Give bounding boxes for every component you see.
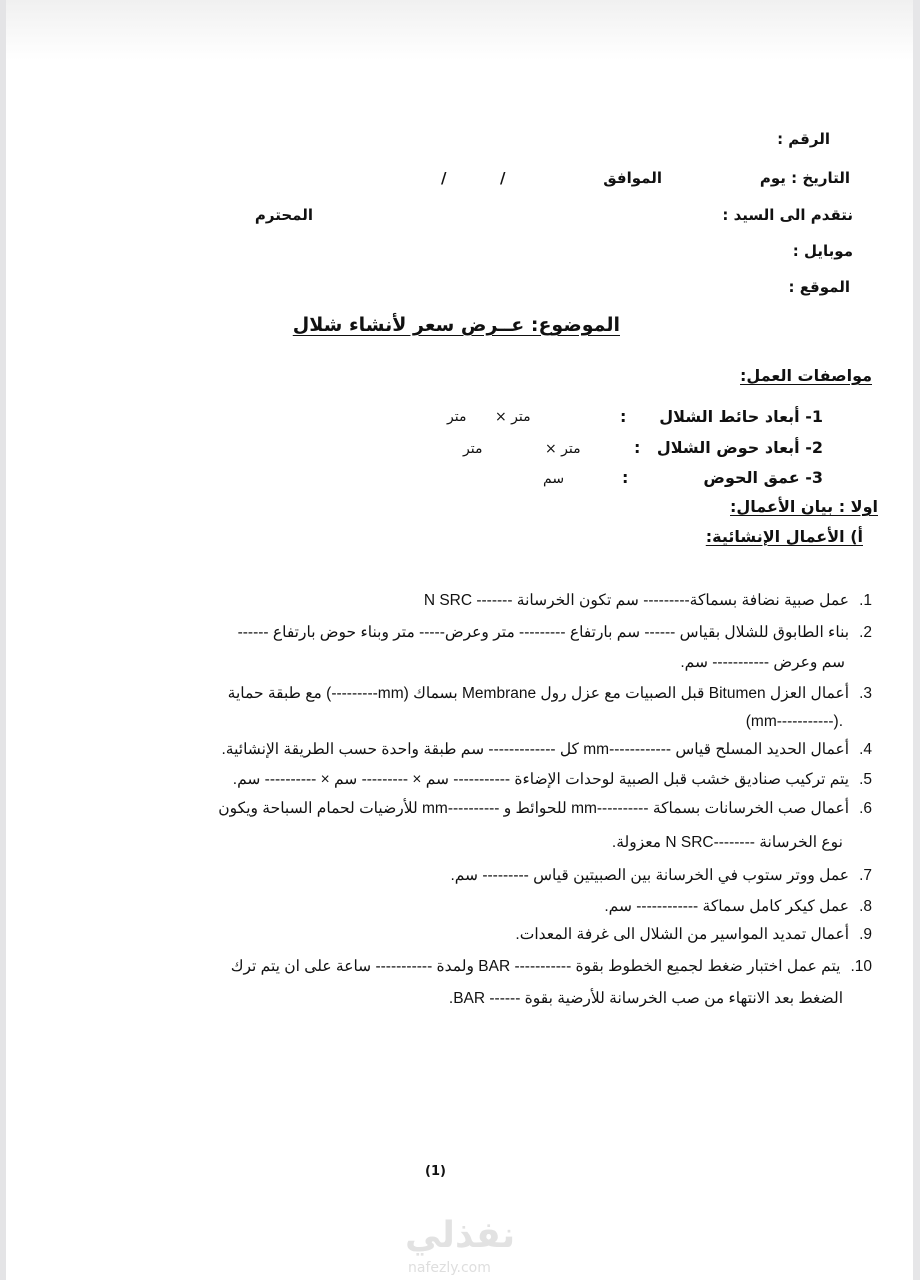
spec-label: 3- عمق الحوض — [703, 468, 823, 487]
spec-label: 2- أبعاد حوض الشلال — [656, 438, 823, 457]
item-number: 10. — [850, 958, 872, 975]
mobile-label: موبايل : — [792, 242, 853, 260]
spec-unit: متر — [447, 409, 467, 425]
spec-unit: متر — [463, 441, 483, 457]
corresponding-label: الموافق — [603, 169, 662, 187]
item-text: عمل كيكر كامل سماكة ------------ سم. — [604, 898, 850, 915]
work-item — [450, 866, 872, 885]
item-text: أعمال الحديد المسلح قياس ------------mm كل ------------- سم طبقة واحدة حسب الطريقة الإنشائية. — [221, 741, 850, 758]
item-text: أعمال صب الخرسانات بسماكة ----------mm للحوائط و ----------mm للأرضيات لحمام السباحة ويكون — [218, 800, 850, 817]
item-number: 8. — [859, 898, 872, 915]
item-continuation: الضغط بعد الانتهاء من صب الخرسانة للأرضية بقوة ------ BAR. — [448, 990, 843, 1007]
work-item — [238, 623, 872, 642]
spec-colon: : — [622, 468, 629, 487]
date-separator: / — [441, 169, 447, 187]
spec-label: 1- أبعاد حائط الشلال — [659, 407, 823, 426]
spec-unit: متر × — [545, 441, 581, 457]
work-item — [604, 897, 872, 916]
item-number: 2. — [859, 624, 872, 641]
works-heading: اولا : بيان الأعمال: — [730, 497, 878, 516]
item-text: عمل صبية نضافة بسماكة--------- سم تكون الخرسانة ------- N SRC — [423, 592, 850, 609]
item-number: 9. — [859, 926, 872, 943]
specs-heading: مواصفات العمل: — [740, 366, 872, 385]
ref-label: الرقم : — [777, 130, 830, 148]
subject-title: الموضوع: عــرض سعر لأنشاء شلال — [292, 314, 620, 336]
item-continuation: (mm-----------). — [745, 713, 843, 730]
date-separator: / — [500, 169, 506, 187]
page-edge-left — [0, 0, 6, 1280]
item-number: 6. — [859, 800, 872, 817]
item-number: 7. — [859, 867, 872, 884]
item-continuation: سم وعرض ----------- سم. — [680, 654, 845, 671]
work-item — [231, 957, 872, 976]
item-number: 1. — [859, 592, 872, 609]
page-edge-right — [913, 0, 920, 1280]
page-top-shadow — [6, 0, 913, 60]
work-item — [218, 799, 872, 818]
work-item — [233, 770, 872, 789]
item-text: يتم عمل اختبار ضغط لجميع الخطوط بقوة ----------- BAR ولمدة ----------- ساعة على ان يتم ترك — [230, 958, 841, 975]
item-text: يتم تركيب صناديق خشب قبل الصبية لوحدات الإضاءة ----------- سم × --------- سم × ---------- سم. — [232, 771, 850, 788]
page-number: (1) — [425, 1164, 446, 1179]
works-subheading: أ) الأعمال الإنشائية: — [705, 527, 863, 546]
item-number: 5. — [859, 771, 872, 788]
item-text: بناء الطابوق للشلال بقياس ------ سم بارتفاع --------- متر وعرض----- متر وبناء حوض بارتفاع ------ — [237, 624, 850, 641]
work-item — [424, 591, 872, 610]
spec-colon: : — [634, 438, 641, 457]
work-item — [228, 684, 872, 703]
addressee-label: نتقدم الى السيد : — [722, 206, 853, 224]
work-item — [515, 925, 872, 944]
item-number: 4. — [859, 741, 872, 758]
watermark-url: nafezly.com — [408, 1260, 491, 1276]
item-text: أعمال العزل Bitumen قبل الصبيات مع عزل رول Membrane بسماك (mm---------) مع طبقة حماية — [227, 685, 850, 702]
item-text: عمل ووتر ستوب في الخرسانة بين الصبيتين قياس --------- سم. — [450, 867, 850, 884]
watermark-logo-arabic: نفذلي — [405, 1215, 516, 1256]
item-continuation: نوع الخرسانة --------N SRC معزولة. — [611, 834, 843, 851]
location-label: الموقع : — [788, 278, 850, 296]
item-number: 3. — [859, 685, 872, 702]
date-label: التاريخ : يوم — [759, 169, 850, 187]
spec-unit: سم — [543, 471, 565, 487]
item-text: أعمال تمديد المواسير من الشلال الى غرفة المعدات. — [515, 926, 850, 943]
spec-colon: : — [620, 407, 627, 426]
work-item — [221, 740, 872, 759]
honorific: المحترم — [254, 206, 313, 224]
spec-unit: متر × — [495, 409, 531, 425]
